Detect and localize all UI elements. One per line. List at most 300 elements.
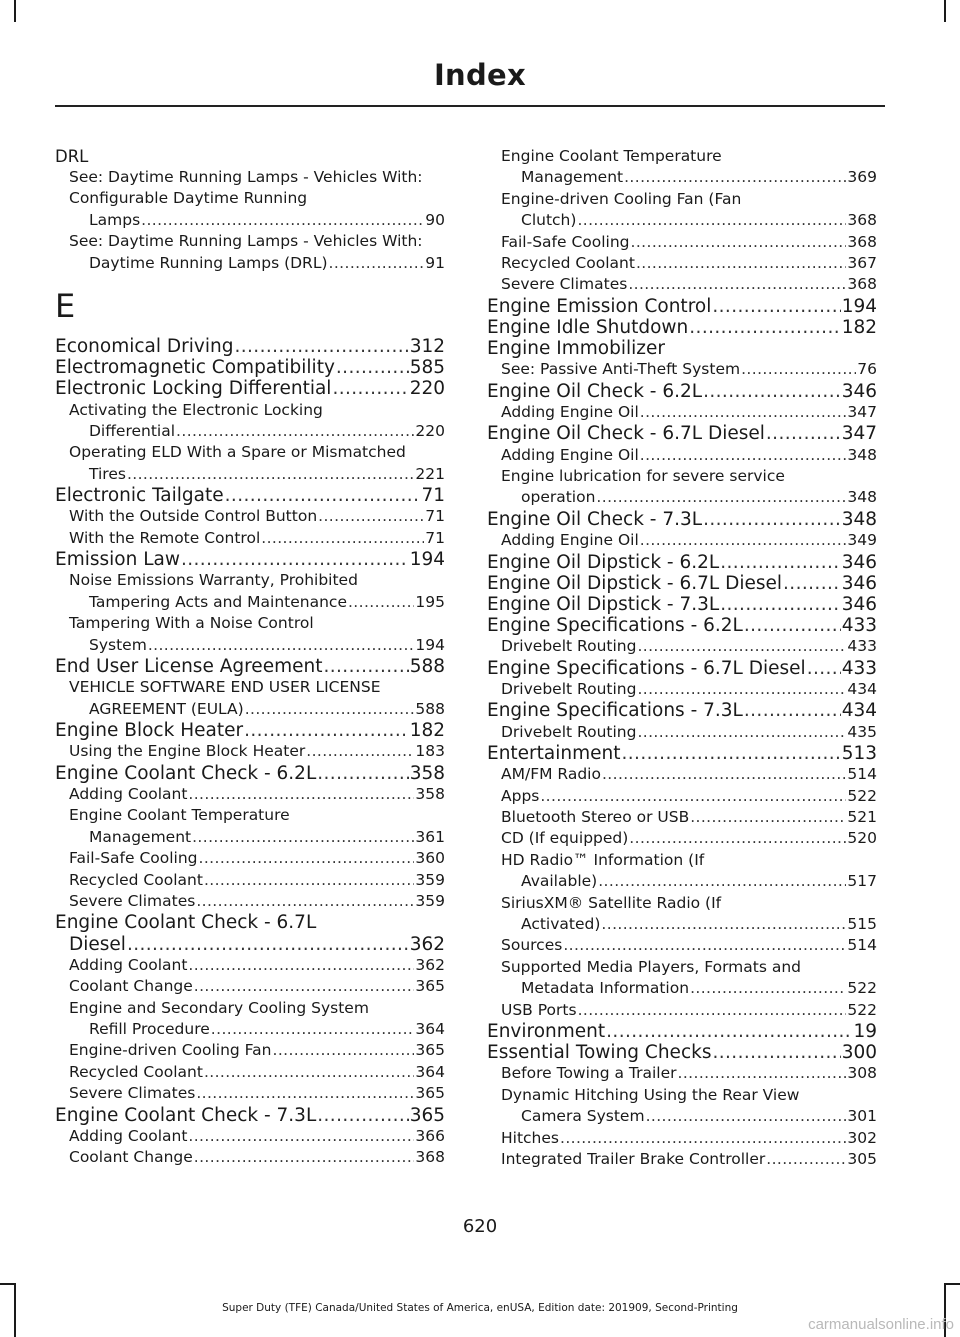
index-entry-page: 347 (841, 423, 877, 445)
index-entry-title: Lamps (89, 210, 141, 229)
index-entry-text: Engine lubrication for severe service (501, 467, 785, 486)
dot-leader (196, 1083, 414, 1104)
index-entry-page: 71 (425, 507, 445, 526)
index-entry-text: Engine Coolant Check - 6.7L (55, 912, 317, 934)
index-entry (55, 635, 445, 656)
index-entry-page: 346 (841, 572, 877, 594)
crop-mark-bottom-left-horizontal (0, 1283, 16, 1285)
index-entry-text: Engine Coolant Temperature (501, 147, 722, 165)
index-entry-page: 346 (841, 593, 877, 615)
index-entry-title: Electronic Locking Differential (55, 378, 332, 400)
index-entry-title: Available) (521, 872, 598, 891)
dot-leader (148, 635, 415, 656)
index-entry-page: 514 (847, 765, 877, 784)
index-entry-title: Refill Procedure (89, 1020, 210, 1038)
index-entry-page: 434 (847, 679, 877, 698)
dot-leader (690, 978, 846, 999)
dot-leader (636, 253, 846, 274)
index-entry-title: See: Passive Anti-Theft System (501, 360, 741, 379)
dot-leader (744, 615, 841, 636)
dot-leader (317, 763, 408, 784)
index-entry-title: operation (521, 488, 596, 507)
index-entry-title: With the Remote Control (69, 528, 261, 547)
dot-leader (720, 594, 840, 615)
index-entry-title: Engine Emission Control (487, 295, 712, 317)
index-entry-title: Diesel (69, 933, 126, 955)
index-entry-title: With the Outside Control Button (69, 507, 318, 526)
index-entry (55, 592, 445, 613)
dot-leader (181, 549, 409, 570)
index-entry-page: 348 (841, 508, 877, 530)
index-entry-title: Engine Oil Dipstick - 7.3L (487, 593, 720, 615)
dot-leader (188, 955, 414, 976)
index-entry (487, 167, 877, 188)
index-entry (487, 914, 877, 935)
index-entry (487, 274, 877, 295)
dot-leader (188, 784, 414, 805)
index-entry-text: Configurable Daytime Running (69, 189, 308, 208)
index-entry-page: 195 (415, 592, 445, 611)
index-entry-page: 308 (847, 1064, 877, 1083)
index-entry (487, 807, 877, 828)
index-entry (487, 381, 877, 402)
index-entry (55, 1062, 445, 1083)
index-entry-text: VEHICLE SOFTWARE END USER LICENSE (69, 678, 381, 697)
crop-mark-top-left-vertical (14, 0, 16, 22)
index-entry-page: 365 (409, 1104, 445, 1126)
index-entry-page: 91 (425, 253, 445, 272)
index-entry-title: Essential Towing Checks (487, 1042, 712, 1064)
index-entry-page: 347 (847, 403, 877, 422)
index-entry-title: Engine Block Heater (55, 720, 244, 742)
index-entry-title: Drivebelt Routing (501, 637, 637, 656)
index-entry-page: 302 (847, 1128, 877, 1147)
index-entry-page: 369 (847, 168, 877, 187)
index-entry-page: 194 (841, 295, 877, 317)
page-number: 620 (462, 1216, 498, 1237)
dot-leader (783, 573, 841, 594)
dot-leader (141, 210, 424, 231)
index-entry (55, 934, 445, 955)
dot-leader (628, 274, 846, 295)
index-entry-title: Drivebelt Routing (501, 722, 637, 741)
dot-leader (807, 658, 841, 679)
dot-leader (578, 1000, 847, 1021)
index-entry-title: Tampering Acts and Maintenance (89, 592, 347, 611)
index-entry (487, 935, 877, 956)
dot-leader (703, 509, 841, 530)
index-entry-title: Sources (501, 936, 563, 955)
index-entry-page: 433 (841, 615, 877, 637)
index-entry (487, 722, 877, 743)
index-entry (55, 336, 445, 357)
index-entry-page: 368 (847, 232, 877, 251)
index-entry-page: 305 (847, 1150, 877, 1169)
index-entry-title: Engine Oil Check - 7.3L (487, 508, 703, 530)
index-entry-title: Activated) (521, 914, 601, 933)
dot-leader (602, 764, 846, 785)
index-entry (55, 1019, 445, 1040)
index-entry-title: Recycled Coolant (69, 1062, 203, 1081)
index-entry-text: Tampering With a Noise Control (69, 614, 314, 633)
index-entry-title: Management (521, 168, 624, 187)
dot-leader (577, 210, 846, 231)
index-entry-page: 588 (409, 656, 445, 678)
index-entry (55, 378, 445, 399)
index-entry-page: 433 (841, 657, 877, 679)
dot-leader (306, 741, 414, 762)
index-entry-page: 585 (409, 357, 445, 379)
index-entry (55, 1147, 445, 1168)
index-entry-title: Engine Oil Check - 6.2L (487, 380, 703, 402)
index-entry (55, 763, 445, 784)
footer-edition-text: Super Duty (TFE) Canada/United States of America, enUSA, Edition date: 201909, Second-Printing (222, 1302, 738, 1314)
index-entry-title: Adding Coolant (69, 1126, 188, 1145)
dot-leader (245, 699, 415, 720)
dot-leader (127, 464, 414, 485)
index-entry-page: 435 (847, 722, 877, 741)
dot-leader (640, 445, 847, 466)
index-entry-page: 182 (841, 317, 877, 339)
index-entry-page: 360 (415, 849, 445, 868)
index-entry-page: 365 (415, 977, 445, 996)
index-entry-page: 522 (847, 1000, 877, 1019)
dot-leader (211, 1019, 415, 1040)
index-entry (55, 528, 445, 549)
index-entry-text: See: Daytime Running Lamps - Vehicles With: (69, 232, 423, 251)
index-entry-title: Using the Engine Block Heater (69, 742, 306, 761)
dot-leader (317, 1105, 408, 1126)
dot-leader (127, 934, 409, 955)
index-entry (487, 1063, 877, 1084)
index-entry-page: 517 (847, 872, 877, 891)
index-column-right (487, 146, 877, 1170)
index-entry-page: 362 (409, 933, 445, 955)
index-entry-title: Electronic Tailgate (55, 485, 224, 507)
index-entry-title: Hitches (501, 1128, 559, 1147)
index-entry-text: Supported Media Players, Formats and (501, 957, 802, 976)
index-entry-title: Severe Climates (69, 891, 196, 910)
index-entry (487, 1000, 877, 1021)
index-entry-title: Apps (501, 786, 540, 805)
index-entry (487, 487, 877, 508)
index-entry-title: Differential (89, 422, 176, 441)
dot-leader (631, 232, 847, 253)
index-entry-page: 346 (841, 380, 877, 402)
dot-leader (624, 167, 846, 188)
dot-leader (196, 891, 414, 912)
dot-leader (563, 935, 846, 956)
dot-leader (622, 743, 841, 764)
index-entry-page: 358 (409, 762, 445, 784)
dot-leader (640, 530, 847, 551)
index-entry-title: Recycled Coolant (501, 254, 635, 273)
index-section-letter: E (55, 287, 76, 326)
index-entry (55, 741, 445, 762)
index-entry-text: Dynamic Hitching Using the Rear View (501, 1085, 800, 1104)
index-entry-title: Adding Engine Oil (501, 531, 639, 550)
index-entry-text: Noise Emissions Warranty, Prohibited (69, 571, 358, 590)
dot-leader (640, 402, 847, 423)
index-entry-page: 220 (415, 422, 445, 441)
index-entry (487, 978, 877, 999)
index-entry-page: 220 (409, 378, 445, 400)
index-entry (487, 743, 877, 764)
index-entry-title: Engine Oil Dipstick - 6.2L (487, 551, 720, 573)
index-entry-title: Clutch) (521, 211, 577, 230)
dot-leader (225, 485, 421, 506)
index-entry (487, 1149, 877, 1170)
index-entry (487, 445, 877, 466)
index-entry (487, 1021, 877, 1042)
index-entry-page: 194 (409, 549, 445, 571)
index-entry-title: USB Ports (501, 1000, 577, 1019)
index-entry-page: 513 (841, 742, 877, 764)
index-entry (55, 506, 445, 527)
index-entry (55, 1040, 445, 1061)
index-entry-page: 182 (409, 720, 445, 742)
dot-leader (712, 1042, 840, 1063)
index-entry (487, 764, 877, 785)
index-entry-title: End User License Agreement (55, 656, 323, 678)
index-entry-title: Engine Idle Shutdown (487, 317, 689, 339)
index-entry (55, 891, 445, 912)
index-entry-page: 362 (415, 955, 445, 974)
index-entry-page: 183 (415, 742, 445, 761)
index-entry-title: Coolant Change (69, 977, 193, 996)
dot-leader (766, 423, 841, 444)
index-entry-text: Engine Coolant Temperature (69, 806, 290, 825)
index-entry (487, 573, 877, 594)
dot-leader (766, 1149, 846, 1170)
watermark: carmanualsonline.info (808, 1316, 954, 1333)
dot-leader (678, 1063, 847, 1084)
index-entry-title: Metadata Information (521, 979, 690, 998)
index-entry (55, 955, 445, 976)
index-entry-page: 76 (857, 360, 877, 379)
index-entry-text: Engine-driven Cooling Fan (Fan (501, 189, 742, 208)
index-entry (487, 552, 877, 573)
index-entry-page: 71 (421, 485, 445, 507)
index-entry-title: Adding Engine Oil (501, 445, 639, 464)
index-entry (487, 232, 877, 253)
index-entry-page: 515 (847, 914, 877, 933)
index-entry (487, 509, 877, 530)
index-entry (55, 210, 445, 231)
index-entry-title: Management (89, 827, 192, 846)
index-entry-page: 364 (415, 1062, 445, 1081)
header-divider (55, 105, 885, 107)
index-entry-page: 348 (847, 445, 877, 464)
index-entry-page: 359 (415, 870, 445, 889)
index-entry (55, 464, 445, 485)
index-entry-page: 365 (415, 1041, 445, 1060)
crop-mark-bottom-right-horizontal (944, 1283, 960, 1285)
dot-leader (637, 636, 846, 657)
dot-leader (637, 722, 846, 743)
index-entry-page: 301 (847, 1107, 877, 1126)
index-entry-title: Engine Oil Check - 6.7L Diesel (487, 423, 765, 445)
index-entry (487, 615, 877, 636)
index-entry-title: Engine Specifications - 6.2L (487, 615, 743, 637)
index-entry-title: Environment (487, 1021, 606, 1043)
dot-leader (596, 487, 846, 508)
index-entry-title: AGREEMENT (EULA) (89, 699, 244, 718)
index-entry-title: Recycled Coolant (69, 870, 203, 889)
index-entry-text: Engine and Secondary Cooling System (69, 998, 369, 1017)
index-entry-page: 522 (847, 786, 877, 805)
dot-leader (244, 720, 409, 741)
index-entry (487, 594, 877, 615)
index-entry-title: Before Towing a Trailer (501, 1064, 677, 1083)
dot-leader (629, 828, 846, 849)
index-entry-text: HD Radio™ Information (If (501, 850, 705, 869)
dot-leader (204, 1062, 414, 1083)
dot-leader (689, 317, 840, 338)
index-entry-page: 522 (847, 979, 877, 998)
dot-leader (329, 253, 425, 274)
dot-leader (703, 381, 841, 402)
index-entry-page: 366 (415, 1126, 445, 1145)
index-entry-text: See: Daytime Running Lamps - Vehicles With: (69, 168, 423, 186)
dot-leader (560, 1128, 846, 1149)
index-entry-page: 194 (415, 635, 445, 654)
index-entry-title: Economical Driving (55, 336, 234, 358)
index-entry-title: Coolant Change (69, 1148, 193, 1167)
index-entry (487, 636, 877, 657)
index-entry-page: 19 (853, 1021, 877, 1043)
dot-leader (318, 506, 424, 527)
index-entry (487, 210, 877, 231)
index-entry (55, 357, 445, 378)
index-entry (55, 720, 445, 741)
index-entry (55, 421, 445, 442)
dot-leader (194, 1147, 415, 1168)
index-entry-page: 368 (847, 211, 877, 230)
index-entry-title: Drivebelt Routing (501, 679, 637, 698)
dot-leader (720, 552, 840, 573)
index-entry-page: 221 (415, 464, 445, 483)
index-entry (487, 402, 877, 423)
index-entry-page: 368 (415, 1148, 445, 1167)
index-entry-title: System (89, 635, 147, 654)
dot-leader (192, 827, 414, 848)
index-entry (487, 253, 877, 274)
index-entry-page: 346 (841, 551, 877, 573)
dot-leader (234, 336, 408, 357)
index-entry (487, 679, 877, 700)
index-entry (487, 658, 877, 679)
dot-leader (637, 679, 846, 700)
index-entry (55, 870, 445, 891)
index-entry (487, 1106, 877, 1127)
index-entry-page: 434 (841, 700, 877, 722)
dot-leader (741, 359, 856, 380)
dot-leader (606, 1021, 852, 1042)
dot-leader (176, 421, 414, 442)
index-entry (55, 1126, 445, 1147)
index-entry-page: 521 (847, 807, 877, 826)
dot-leader (348, 592, 414, 613)
index-entry-title: Integrated Trailer Brake Controller (501, 1150, 766, 1169)
index-entry (487, 786, 877, 807)
index-entry-text: Operating ELD With a Spare or Mismatched (69, 443, 406, 462)
index-entry-title: Bluetooth Stereo or USB (501, 807, 690, 826)
index-entry-title: Engine Specifications - 7.3L (487, 700, 743, 722)
index-entry-page: 90 (425, 210, 445, 229)
index-entry (487, 530, 877, 551)
index-entry (487, 423, 877, 444)
index-entry-title: Fail-Safe Cooling (501, 232, 630, 251)
index-entry-page: 359 (415, 891, 445, 910)
dot-leader (601, 914, 846, 935)
index-entry (55, 784, 445, 805)
dot-leader (598, 871, 846, 892)
index-entry (55, 1083, 445, 1104)
index-entry-title: Adding Coolant (69, 955, 188, 974)
index-entry-title: Adding Coolant (69, 784, 188, 803)
index-entry (487, 828, 877, 849)
dot-leader (336, 357, 409, 378)
index-entry (55, 656, 445, 677)
index-entry (55, 827, 445, 848)
index-entry (487, 359, 877, 380)
index-entry-text: SiriusXM® Satellite Radio (If (501, 893, 722, 912)
index-entry (487, 1042, 877, 1063)
dot-leader (646, 1106, 847, 1127)
index-entry-page: 349 (847, 531, 877, 550)
index-entry-title: Emission Law (55, 549, 180, 571)
dot-leader (199, 848, 415, 869)
index-entry-text: Engine Immobilizer (487, 338, 665, 360)
index-entry-title: Daytime Running Lamps (DRL) (89, 253, 328, 272)
dot-leader (188, 1126, 414, 1147)
index-entry-page: 358 (415, 784, 445, 803)
index-entry-page: 365 (415, 1084, 445, 1103)
index-entry-text: Activating the Electronic Locking (69, 400, 323, 419)
index-entry-page: 520 (847, 829, 877, 848)
index-entry-title: Adding Engine Oil (501, 403, 639, 422)
index-entry-title: Engine Coolant Check - 7.3L (55, 1104, 317, 1126)
index-entry-page: 300 (841, 1042, 877, 1064)
index-entry (55, 549, 445, 570)
index-entry (55, 253, 445, 274)
index-entry (55, 848, 445, 869)
dot-leader (540, 786, 846, 807)
index-entry (487, 700, 877, 721)
index-entry (55, 485, 445, 506)
index-entry-page: 588 (415, 699, 445, 718)
crop-mark-top-right-vertical (944, 0, 946, 22)
index-entry (55, 976, 445, 997)
dot-leader (261, 528, 424, 549)
index-entry (55, 699, 445, 720)
index-entry-page: 367 (847, 254, 877, 273)
dot-leader (194, 976, 415, 997)
index-entry-title: Entertainment (487, 742, 621, 764)
dot-leader (690, 807, 846, 828)
dot-leader (323, 656, 408, 677)
index-entry-page: 361 (415, 827, 445, 846)
index-entry-page: 433 (847, 637, 877, 656)
index-entry-title: Electromagnetic Compatibility (55, 357, 335, 379)
index-entry-title: Engine Specifications - 6.7L Diesel (487, 657, 806, 679)
index-entry (487, 317, 877, 338)
index-entry-title: Severe Climates (501, 275, 628, 294)
index-entry-title: Fail-Safe Cooling (69, 849, 198, 868)
index-column-left (55, 146, 445, 1169)
index-entry-title: Tires (89, 464, 126, 483)
